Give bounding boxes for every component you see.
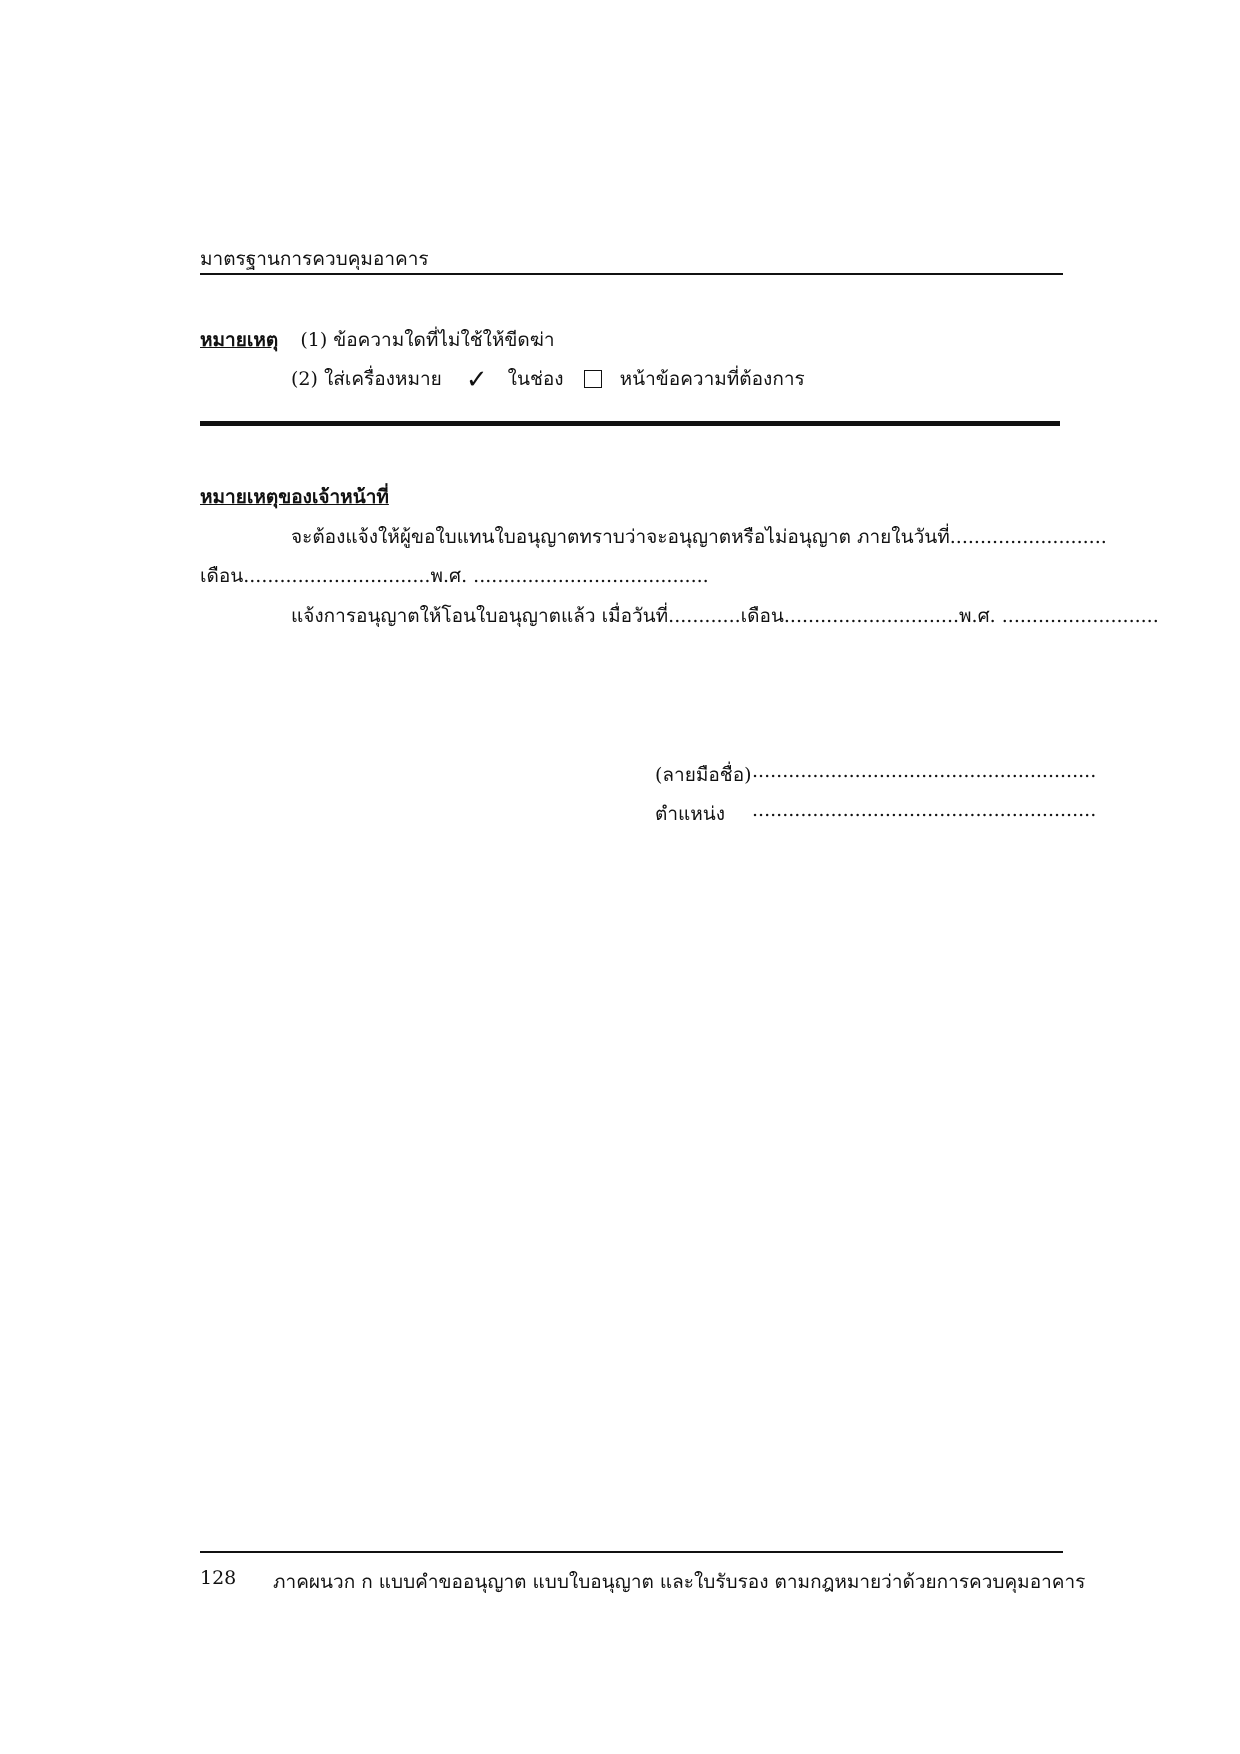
checkmark-icon: ✓ xyxy=(465,365,488,395)
notes-item-2-mid: ในช่อง xyxy=(507,368,564,390)
notes-label: หมายเหตุ xyxy=(200,329,279,351)
page-number: 128 xyxy=(200,1567,237,1589)
footer-text: ภาคผนวก ก แบบคำขออนุญาต แบบใบอนุญาต และใบรับรอง ตามกฎหมายว่าด้วยการควบคุมอาคาร xyxy=(273,1571,1086,1593)
position-dots: ......................................................... xyxy=(752,799,1097,821)
notes-item-2-prefix: (2) ใส่เครื่องหมาย xyxy=(291,368,442,390)
notes-item-1: (1) ข้อความใดที่ไม่ใช้ให้ขีดฆ่า xyxy=(300,329,555,351)
notes-item-2-suffix: หน้าข้อความที่ต้องการ xyxy=(619,368,805,390)
notes-line-1 xyxy=(200,325,555,355)
section-divider xyxy=(200,421,1060,426)
position-label: ตำแหน่ง xyxy=(655,803,726,825)
signature-dots: ......................................................... xyxy=(752,760,1097,782)
officer-notes-line-3: แจ้งการอนุญาตให้โอนใบอนุญาตแล้ว เมื่อวันที่............เดือน.............................พ.ศ. .......................... xyxy=(291,605,1159,627)
officer-notes-line-2: เดือน...............................พ.ศ. ....................................... xyxy=(200,565,709,587)
header-divider xyxy=(200,273,1063,275)
page-header-title: มาตรฐานการควบคุมอาคาร xyxy=(200,248,429,270)
footer-divider xyxy=(200,1551,1063,1553)
officer-notes-heading: หมายเหตุของเจ้าหน้าที่ xyxy=(200,486,389,508)
notes-line-2 xyxy=(291,364,805,394)
checkbox-icon xyxy=(584,370,602,388)
signature-label: (ลายมือชื่อ) xyxy=(655,764,752,786)
officer-notes-line-1: จะต้องแจ้งให้ผู้ขอใบแทนใบอนุญาตทราบว่าจะอนุญาตหรือไม่อนุญาต ภายในวันที่.......................... xyxy=(291,526,1107,548)
